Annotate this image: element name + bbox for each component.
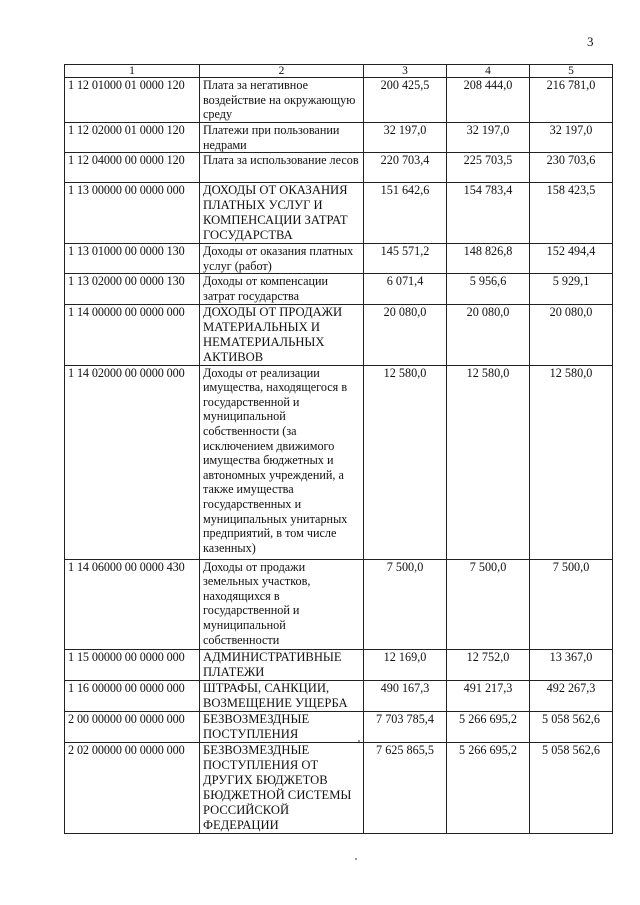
table-row [65,711,613,742]
revenue-name-cell: ДОХОДЫ ОТ ПРОДАЖИ МАТЕРИАЛЬНЫХ И НЕМАТЕРИАЛЬНЫХ АКТИВОВ [200,304,364,365]
value-col4-cell: 20 080,0 [447,304,530,365]
value-col4-cell: 5 956,6 [447,274,530,304]
budget-code-cell: 1 12 04000 00 0000 120 [65,153,200,183]
value-col4-cell: 154 783,4 [447,183,530,244]
value-col3-cell: 32 197,0 [364,123,447,153]
revenue-name-cell: Доходы от реализации имущества, находящегося в государственной и муниципальной собственности (за исключением движимого имущества бюджетных и автономных учреждений, а также имущества государственных и муниципальных унитарных предприятий, в том числе казенных) [200,365,364,559]
value-col5-cell: 20 080,0 [530,304,613,365]
budget-code-cell: 1 13 00000 00 0000 000 [65,183,200,244]
value-col5-cell: 492 267,3 [530,680,613,711]
budget-code-cell: 1 12 01000 01 0000 120 [65,78,200,123]
value-col5-cell: 13 367,0 [530,649,613,680]
value-col5-cell: 152 494,4 [530,244,613,274]
table-row [65,153,613,183]
revenue-name-cell: БЕЗВОЗМЕЗДНЫЕ ПОСТУПЛЕНИЯ ОТ ДРУГИХ БЮДЖЕТОВ БЮДЖЕТНОЙ СИСТЕМЫ РОССИЙСКОЙ ФЕДЕРАЦИИ [200,742,364,833]
column-header-5: 5 [530,65,613,78]
table-row [65,649,613,680]
value-col3-cell: 200 425,5 [364,78,447,123]
value-col4-cell: 148 826,8 [447,244,530,274]
revenue-name-cell: Плата за использование лесов [200,153,364,183]
revenue-name-cell: Платежи при пользовании недрами [200,123,364,153]
value-col3-cell: 145 571,2 [364,244,447,274]
value-col4-cell: 5 266 695,2 [447,742,530,833]
table-header-row [65,65,613,78]
table-body [65,78,613,834]
value-col5-cell: 12 580,0 [530,365,613,559]
table-row [65,742,613,833]
revenue-name-cell: Доходы от компенсации затрат государства [200,274,364,304]
value-col5-cell: 5 929,1 [530,274,613,304]
table-row [65,365,613,559]
value-col3-cell: 7 703 785,4 [364,711,447,742]
column-header-2: 2 [200,65,364,78]
value-col3-cell: 220 703,4 [364,153,447,183]
value-col3-cell: 151 642,6 [364,183,447,244]
revenue-name-cell: АДМИНИСТРАТИВНЫЕ ПЛАТЕЖИ [200,649,364,680]
value-col5-cell: 5 058 562,6 [530,711,613,742]
value-col5-cell: 230 703,6 [530,153,613,183]
revenue-name-cell: БЕЗВОЗМЕЗДНЫЕ ПОСТУПЛЕНИЯ [200,711,364,742]
value-col3-cell: 20 080,0 [364,304,447,365]
budget-code-cell: 2 00 00000 00 0000 000 [65,711,200,742]
budget-code-cell: 1 12 02000 01 0000 120 [65,123,200,153]
value-col5-cell: 7 500,0 [530,559,613,649]
table-row [65,680,613,711]
value-col4-cell: 7 500,0 [447,559,530,649]
value-col4-cell: 12 580,0 [447,365,530,559]
column-header-4: 4 [447,65,530,78]
value-col4-cell: 12 752,0 [447,649,530,680]
revenue-name-cell: Доходы от оказания платных услуг (работ) [200,244,364,274]
revenue-name-cell: ДОХОДЫ ОТ ОКАЗАНИЯ ПЛАТНЫХ УСЛУГ И КОМПЕНСАЦИИ ЗАТРАТ ГОСУДАРСТВА [200,183,364,244]
budget-code-cell: 2 02 00000 00 0000 000 [65,742,200,833]
budget-code-cell: 1 13 01000 00 0000 130 [65,244,200,274]
table-row [65,274,613,304]
value-col3-cell: 12 580,0 [364,365,447,559]
value-col4-cell: 225 703,5 [447,153,530,183]
value-col5-cell: 32 197,0 [530,123,613,153]
value-col5-cell: 216 781,0 [530,78,613,123]
value-col3-cell: 6 071,4 [364,274,447,304]
value-col4-cell: 208 444,0 [447,78,530,123]
revenue-table [64,64,613,834]
revenue-name-cell: Плата за негативное воздействие на окружающую среду [200,78,364,123]
column-header-1: 1 [65,65,200,78]
value-col4-cell: 32 197,0 [447,123,530,153]
budget-code-cell: 1 16 00000 00 0000 000 [65,680,200,711]
budget-code-cell: 1 14 06000 00 0000 430 [65,559,200,649]
value-col4-cell: 491 217,3 [447,680,530,711]
value-col3-cell: 7 500,0 [364,559,447,649]
table-row [65,244,613,274]
value-col3-cell: 490 167,3 [364,680,447,711]
budget-code-cell: 1 14 00000 00 0000 000 [65,304,200,365]
table-row [65,304,613,365]
table-row [65,183,613,244]
value-col3-cell: 7 625 865,5 [364,742,447,833]
budget-code-cell: 1 14 02000 00 0000 000 [65,365,200,559]
table-row [65,123,613,153]
value-col3-cell: 12 169,0 [364,649,447,680]
budget-code-cell: 1 13 02000 00 0000 130 [65,274,200,304]
table-row [65,78,613,123]
value-col4-cell: 5 266 695,2 [447,711,530,742]
column-header-3: 3 [364,65,447,78]
scan-speck [355,858,357,860]
scan-speck [358,740,360,742]
revenue-name-cell: ШТРАФЫ, САНКЦИИ, ВОЗМЕЩЕНИЕ УЩЕРБА [200,680,364,711]
value-col5-cell: 5 058 562,6 [530,742,613,833]
value-col5-cell: 158 423,5 [530,183,613,244]
page-number: 3 [587,34,594,49]
budget-code-cell: 1 15 00000 00 0000 000 [65,649,200,680]
revenue-name-cell: Доходы от продажи земельных участков, находящихся в государственной и муниципальной собственности [200,559,364,649]
table-row [65,559,613,649]
